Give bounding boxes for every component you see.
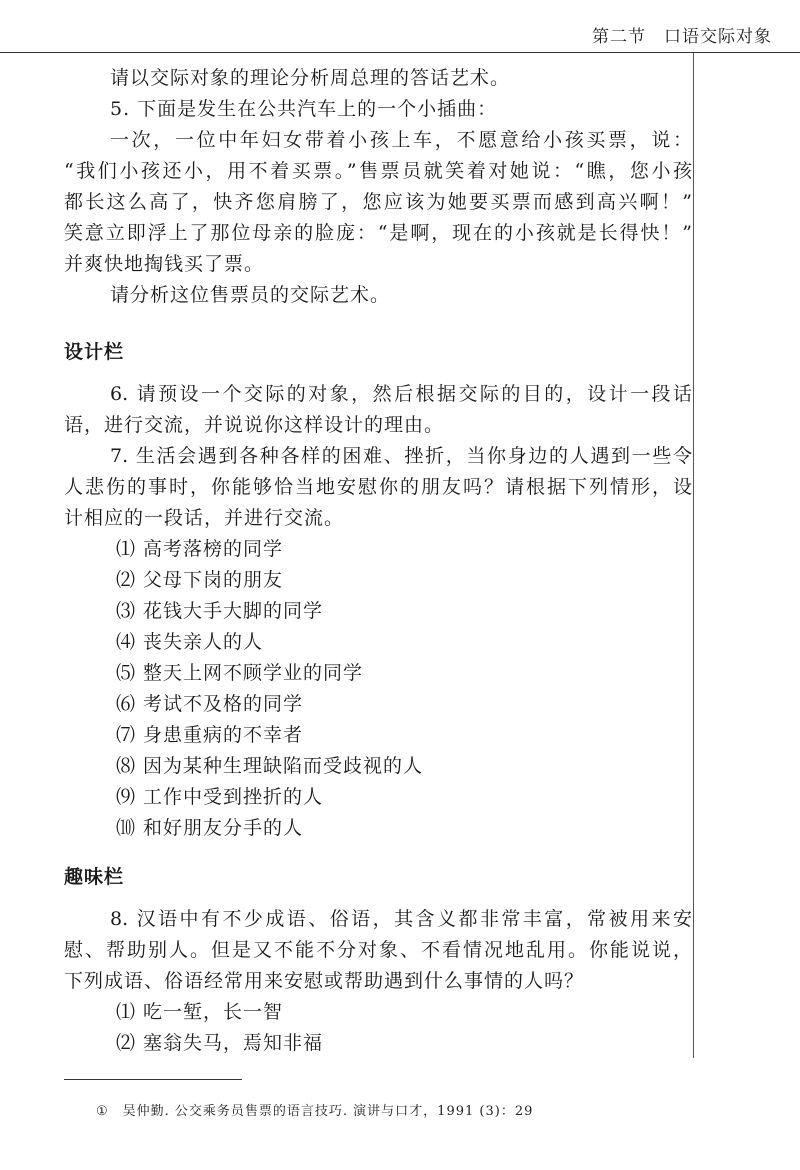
list-item: ⑻ 因为某种生理缺陷而受歧视的人 bbox=[116, 755, 424, 777]
footnote-rule bbox=[64, 1079, 242, 1080]
list-item: ⑴ 吃一堑，长一智 bbox=[116, 1001, 284, 1023]
section-heading-design: 设计栏 bbox=[64, 341, 125, 363]
running-header: 第二节 口语交际对象 bbox=[592, 27, 772, 47]
header-rule bbox=[0, 52, 800, 53]
list-item: ⑵ 塞翁失马，焉知非福 bbox=[116, 1032, 324, 1054]
footnote-text: 吴仲勤. 公交乘务员售票的语言技巧. 演讲与口才，1991 (3)：29 bbox=[122, 1104, 534, 1119]
paragraph-line: “我们小孩还小，用不着买票。”售票员就笑着对她说：“瞧，您小孩 bbox=[64, 160, 692, 182]
page-header bbox=[0, 0, 800, 54]
list-item: ⑶ 花钱大手大脚的同学 bbox=[116, 600, 324, 622]
paragraph-line: 下列成语、俗语经常用来安慰或帮助遇到什么事情的人吗？ bbox=[64, 970, 585, 992]
section-heading-fun: 趣味栏 bbox=[64, 866, 125, 888]
paragraph-line: 笑意立即浮上了那位母亲的脸庞：“是啊，现在的小孩就是长得快！” bbox=[64, 222, 692, 244]
paragraph-line: 一次，一位中年妇女带着小孩上车，不愿意给小孩买票，说： bbox=[110, 129, 692, 151]
list-item: ⑸ 整天上网不顾学业的同学 bbox=[116, 662, 364, 684]
question-7: 7. 生活会遇到各种各样的困难、挫折，当你身边的人遇到一些令 bbox=[110, 445, 692, 467]
paragraph-line: 语，进行交流，并说说你这样设计的理由。 bbox=[64, 414, 445, 436]
question-5: 5. 下面是发生在公共汽车上的一个小插曲： bbox=[110, 98, 498, 120]
list-item: ⑺ 身患重病的不幸者 bbox=[116, 724, 304, 746]
question-6: 6. 请预设一个交际的对象，然后根据交际的目的，设计一段话 bbox=[110, 383, 692, 405]
paragraph-line: 请分析这位售票员的交际艺术。 bbox=[110, 284, 391, 306]
paragraph-line: 并爽快地掏钱买了票。 bbox=[64, 253, 265, 275]
paragraph-line: 慰、帮助别人。但是又不能不分对象、不看情况地乱用。你能说说， bbox=[64, 939, 692, 961]
list-item: ⑽ 和好朋友分手的人 bbox=[116, 817, 304, 839]
paragraph-line: 人悲伤的事时，你能够恰当地安慰你的朋友吗？请根据下列情形，设 bbox=[64, 476, 692, 498]
question-8: 8. 汉语中有不少成语、俗语，其含义都非常丰富，常被用来安 bbox=[110, 908, 692, 930]
paragraph-line: 请以交际对象的理论分析周总理的答话艺术。 bbox=[110, 67, 511, 89]
footnote bbox=[96, 1100, 533, 1119]
list-item: ⑵ 父母下岗的朋友 bbox=[116, 569, 284, 591]
list-item: ⑴ 高考落榜的同学 bbox=[116, 538, 284, 560]
footnote-marker: ① bbox=[96, 1104, 109, 1119]
paragraph-line: 都长这么高了，快齐您肩膀了，您应该为她要买票而感到高兴啊！” bbox=[64, 191, 692, 213]
list-item: ⑼ 工作中受到挫折的人 bbox=[116, 786, 324, 808]
paragraph-line: 计相应的一段话，并进行交流。 bbox=[64, 507, 345, 529]
margin-rule bbox=[693, 53, 694, 1058]
list-item: ⑷ 丧失亲人的人 bbox=[116, 631, 264, 653]
list-item: ⑹ 考试不及格的同学 bbox=[116, 693, 304, 715]
